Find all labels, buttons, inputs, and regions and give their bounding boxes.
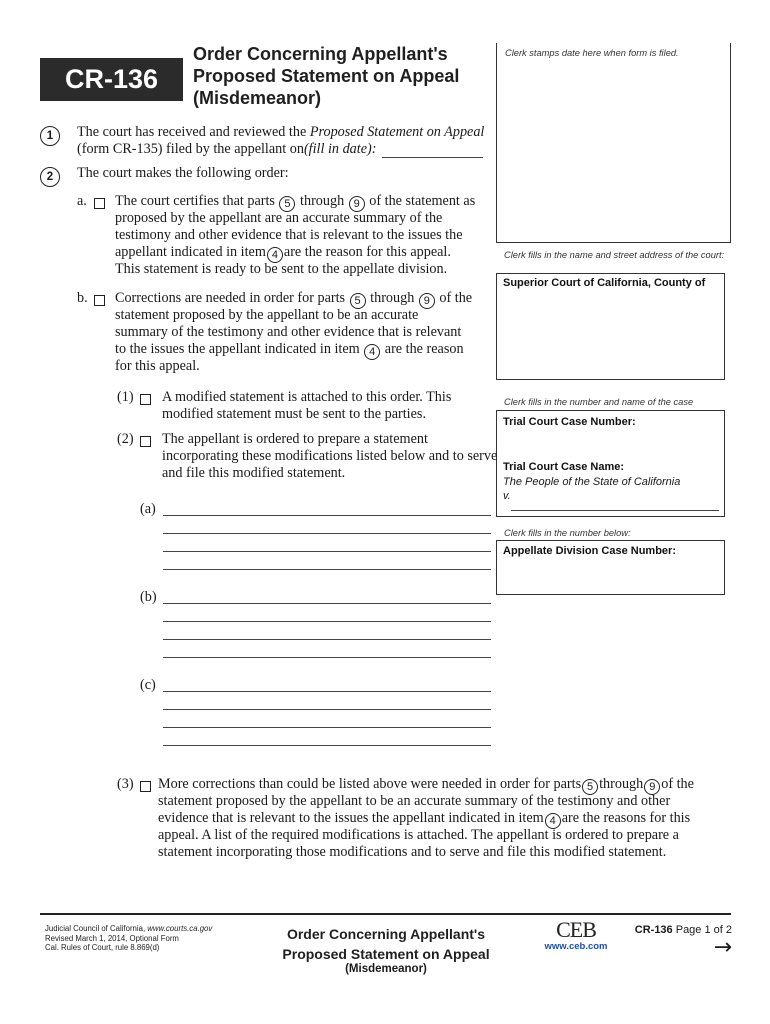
modification-b-line[interactable]	[163, 603, 491, 604]
trial-name-line	[511, 510, 719, 511]
case-note: Clerk fills in the number and name of the case	[504, 397, 694, 407]
trial-name-label: Trial Court Case Name:	[503, 461, 625, 473]
part-end-ref: 9	[419, 293, 435, 309]
item-2-intro: The court makes the following order:	[77, 165, 289, 181]
sub-3-line2: statement proposed by the appellant to be an accurate summary of the testimony and other	[158, 793, 671, 809]
checkbox[interactable]	[140, 436, 151, 447]
checkbox[interactable]	[140, 394, 151, 405]
council-line	[45, 924, 265, 934]
modification-c-line[interactable]	[163, 691, 491, 692]
sub-3-checkbox[interactable]	[136, 778, 157, 796]
footer-rule	[40, 913, 731, 915]
checkbox[interactable]	[140, 781, 151, 792]
form-title-line: (Misdemeanor)	[193, 88, 322, 108]
courts-url-link[interactable]: www.courts.ca.gov	[147, 924, 213, 933]
appellate-label: Appellate Division Case Number:	[503, 545, 676, 557]
item-1-text-line2	[77, 141, 377, 158]
item-ref: 4	[267, 247, 283, 263]
item-1-text: The court has received and reviewed the	[77, 124, 310, 140]
modification-a-label: (a)	[140, 501, 156, 517]
sub-3-text: through	[599, 776, 644, 792]
footer-title	[262, 924, 510, 964]
item-2a-line2: proposed by the appellant are an accurate summary of the	[115, 210, 443, 226]
sub-2-line1: The appellant is ordered to prepare a statement	[162, 431, 428, 447]
part-start-ref: 5	[279, 196, 295, 212]
modification-a-line[interactable]	[163, 569, 491, 570]
item-2b-line3: summary of the testimony and other evidence that is relevant	[115, 324, 462, 340]
court-note: Clerk fills in the name and street address of the court:	[504, 250, 725, 260]
modification-c-label: (c)	[140, 677, 156, 693]
trial-name-versus: v.	[503, 490, 511, 502]
proposed-statement-title: Proposed Statement on Appeal	[309, 124, 485, 140]
council-text: Judicial Council of California,	[45, 924, 148, 933]
form-title	[193, 43, 483, 109]
checkbox[interactable]	[94, 198, 105, 209]
sub-3-text: are the reasons for this	[561, 810, 691, 826]
sub-1-checkbox[interactable]	[136, 391, 157, 409]
checkbox[interactable]	[94, 295, 105, 306]
modification-b-line[interactable]	[163, 657, 491, 658]
item-2a-text: through	[300, 193, 345, 209]
court-label: Superior Court of California, County of	[503, 277, 706, 289]
modification-c-line[interactable]	[163, 709, 491, 710]
form-number: CR-136	[40, 58, 183, 101]
sub-2-line2: incorporating these modifications listed below and to serve	[162, 448, 498, 464]
modification-c-line[interactable]	[163, 727, 491, 728]
sub-1-line2: modified statement must be sent to the parties.	[162, 406, 426, 422]
clerk-stamp-box[interactable]	[496, 43, 731, 243]
footer-title-line: Order Concerning Appellant's	[286, 926, 486, 942]
item-1-text: (form CR-135) filed by the appellant on	[77, 141, 304, 157]
appellate-note: Clerk fills in the number below:	[504, 528, 631, 538]
item-2a-text: The court certifies that parts	[115, 193, 275, 209]
item-ref: 4	[545, 813, 561, 829]
modification-b-line[interactable]	[163, 621, 491, 622]
modification-a-line[interactable]	[163, 515, 491, 516]
item-1-text-line1	[77, 124, 487, 141]
form-title-line: Order Concerning Appellant's	[193, 44, 448, 64]
item-2a-text: of the statement as	[369, 193, 476, 209]
modification-b-line[interactable]	[163, 639, 491, 640]
modification-b-label: (b)	[140, 589, 157, 605]
modification-c-line[interactable]	[163, 745, 491, 746]
part-start-ref: 5	[350, 293, 366, 309]
trial-number-label: Trial Court Case Number:	[503, 416, 636, 428]
ceb-url-link[interactable]: www.ceb.com	[544, 941, 608, 952]
item-ref: 4	[364, 344, 380, 360]
modification-a-line[interactable]	[163, 533, 491, 534]
part-start-ref: 5	[582, 779, 598, 795]
form-title-line: Proposed Statement on Appeal	[193, 66, 460, 86]
case-info-box[interactable]	[496, 410, 725, 517]
sub-3-text: More corrections than could be listed above were needed in order for parts	[158, 776, 582, 792]
item-2b-text: Corrections are needed in order for parts	[115, 290, 346, 306]
item-2a-letter: a.	[77, 193, 87, 209]
page-number: Page 1 of 2	[672, 924, 732, 936]
item-2a-checkbox[interactable]	[90, 195, 111, 213]
next-page-arrow-icon[interactable]: →	[713, 935, 732, 960]
item-2-number: 2	[40, 167, 60, 187]
item-2b-text: to the issues the appellant indicated in item	[115, 341, 360, 357]
trial-name-value: The People of the State of California	[503, 476, 681, 488]
item-1-number: 1	[40, 126, 60, 146]
item-2b-line2: statement proposed by the appellant to be an accurate	[115, 307, 419, 323]
item-2b-line5: for this appeal.	[115, 358, 200, 374]
sub-2-label: (2)	[117, 431, 134, 447]
appellate-box[interactable]	[496, 540, 725, 595]
item-2b-letter: b.	[77, 290, 88, 306]
clerk-stamp-note: Clerk stamps date here when form is filed.	[505, 48, 679, 58]
revised-line: Revised March 1, 2014, Optional Form	[45, 933, 179, 943]
ceb-logo-icon: CEB	[556, 917, 596, 942]
footer-subtitle: (Misdemeanor)	[345, 963, 427, 975]
item-2b-text: of the	[439, 290, 473, 306]
item-2a-text: are the reason for this appeal.	[283, 244, 451, 260]
fill-in-date-label: (fill in date):	[303, 141, 377, 157]
sub-3-label: (3)	[117, 776, 134, 792]
sub-3-line5: statement incorporating those modifications and to serve and file this modified statement.	[158, 844, 667, 860]
item-2b-text: are the reason	[384, 341, 464, 357]
court-name-box[interactable]	[496, 273, 725, 380]
footer-citation	[45, 924, 265, 953]
item-2b-text: through	[370, 290, 415, 306]
sub-1-line1: A modified statement is attached to this order. This	[162, 389, 452, 405]
item-2a-line5: This statement is ready to be sent to the appellate division.	[115, 261, 448, 277]
sub-1-label: (1)	[117, 389, 134, 405]
filing-date-field[interactable]	[382, 157, 483, 158]
sub-3-text: evidence that is relevant to the issues the appellant indicated in item	[158, 810, 544, 826]
part-end-ref: 9	[349, 196, 365, 212]
sub-3-text: of the	[661, 776, 694, 792]
part-end-ref: 9	[644, 779, 660, 795]
footer-title-line: Proposed Statement on Appeal	[282, 946, 490, 962]
modification-a-line[interactable]	[163, 551, 491, 552]
item-2b-checkbox[interactable]	[90, 292, 111, 310]
sub-3-line4: appeal. A list of the required modifications is attached. The appellant is ordered to prepare a	[158, 827, 679, 843]
sub-2-line3: and file this modified statement.	[162, 465, 346, 481]
item-2a-text: appellant indicated in item	[115, 244, 266, 260]
sub-2-checkbox[interactable]	[136, 433, 157, 451]
item-2a-line3: testimony and other evidence that is relevant to the issues the	[115, 227, 463, 243]
rules-line: Cal. Rules of Court, rule 8.869(d)	[45, 943, 160, 952]
footer-form-id: CR-136	[634, 924, 673, 936]
